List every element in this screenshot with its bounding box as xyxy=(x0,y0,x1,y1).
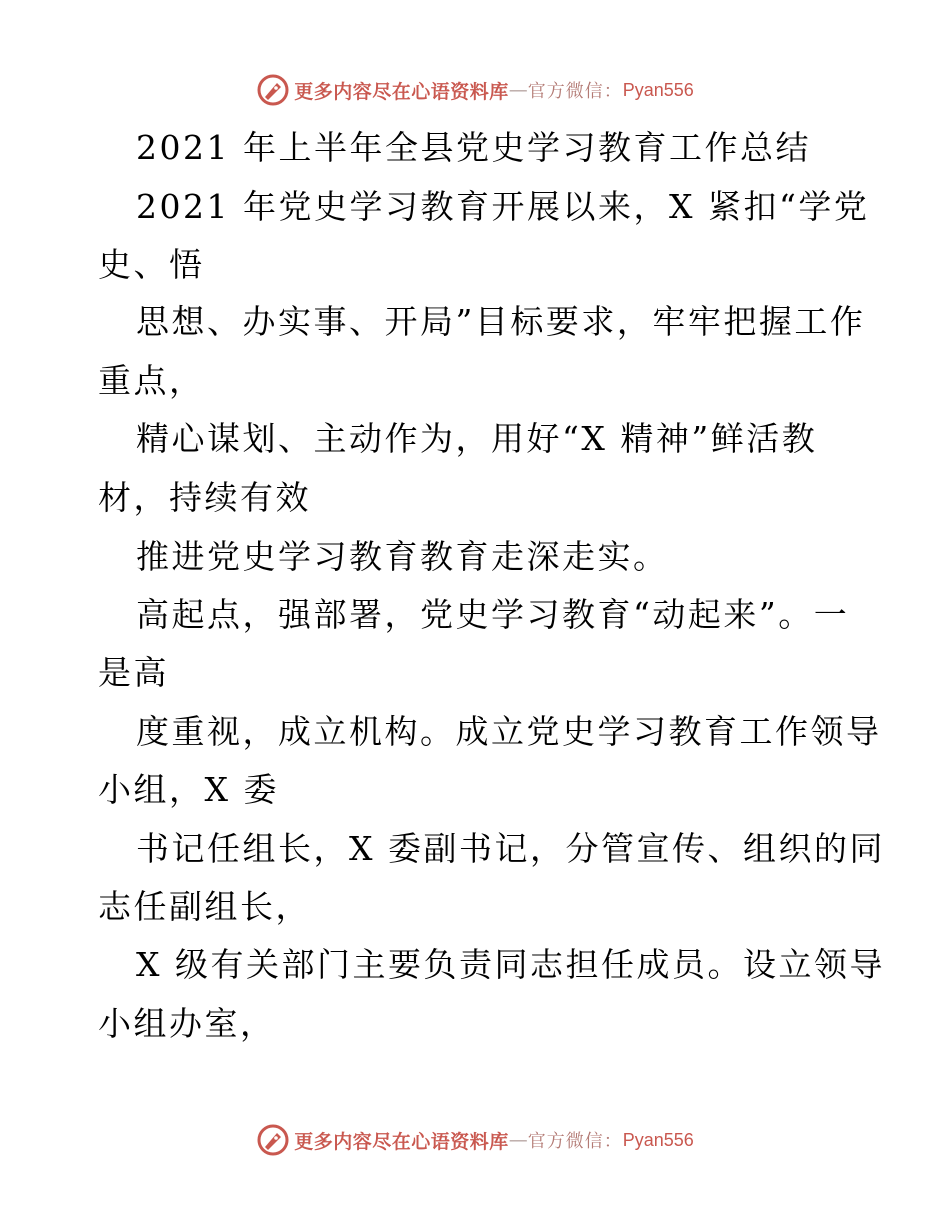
paragraph-line: 精心谋划、主动作为，用好“X 精神”鲜活教 xyxy=(136,419,818,458)
paragraph-line: X 级有关部门主要负责同志担任成员。设立领导 xyxy=(136,945,885,984)
watermark-dash: — xyxy=(508,79,528,101)
paragraph-line: 度重视，成立机构。成立党史学习教育工作领导 xyxy=(136,712,882,751)
paragraph-line: 是高 xyxy=(98,653,169,692)
header-watermark xyxy=(0,72,950,108)
paragraph-line: 小组，X 委 xyxy=(98,770,279,809)
document-title: 2021 年上半年全县党史学习教育工作总结 xyxy=(136,128,811,167)
paragraph-line: 2021 年党史学习教育开展以来，X 紧扣“学党 xyxy=(136,187,870,226)
paragraph-line: 推进党史学习教育教育走深走实。 xyxy=(136,537,669,576)
watermark-main-text: 更多内容尽在心语资料库 xyxy=(294,1130,509,1153)
paragraph-line: 史、悟 xyxy=(98,245,205,284)
watermark-main-text: 更多内容尽在心语资料库 xyxy=(294,80,509,103)
paragraph-line: 志任副组长， xyxy=(98,887,311,926)
paragraph-line: 材，持续有效 xyxy=(98,478,311,517)
pen-nib-icon xyxy=(256,73,290,107)
paragraph-line: 小组办室， xyxy=(98,1004,276,1043)
paragraph-line: 书记任组长，X 委副书记，分管宣传、组织的同 xyxy=(136,829,885,868)
paragraph-line: 重点， xyxy=(98,361,205,400)
paragraph-line: 思想、办实事、开局”目标要求，牢牢把握工作 xyxy=(136,302,866,341)
watermark-dash: — xyxy=(508,1129,528,1151)
watermark-sub-text: 官方微信： xyxy=(527,81,623,102)
paragraph-line: 高起点，强部署，党史学习教育“动起来”。一 xyxy=(136,595,850,634)
pen-nib-icon xyxy=(256,1123,290,1157)
footer-watermark xyxy=(0,1122,950,1158)
watermark-account-id: Pyan556 xyxy=(622,1129,694,1150)
watermark-account-id: Pyan556 xyxy=(622,79,694,100)
watermark-sub-text: 官方微信： xyxy=(527,1131,623,1152)
